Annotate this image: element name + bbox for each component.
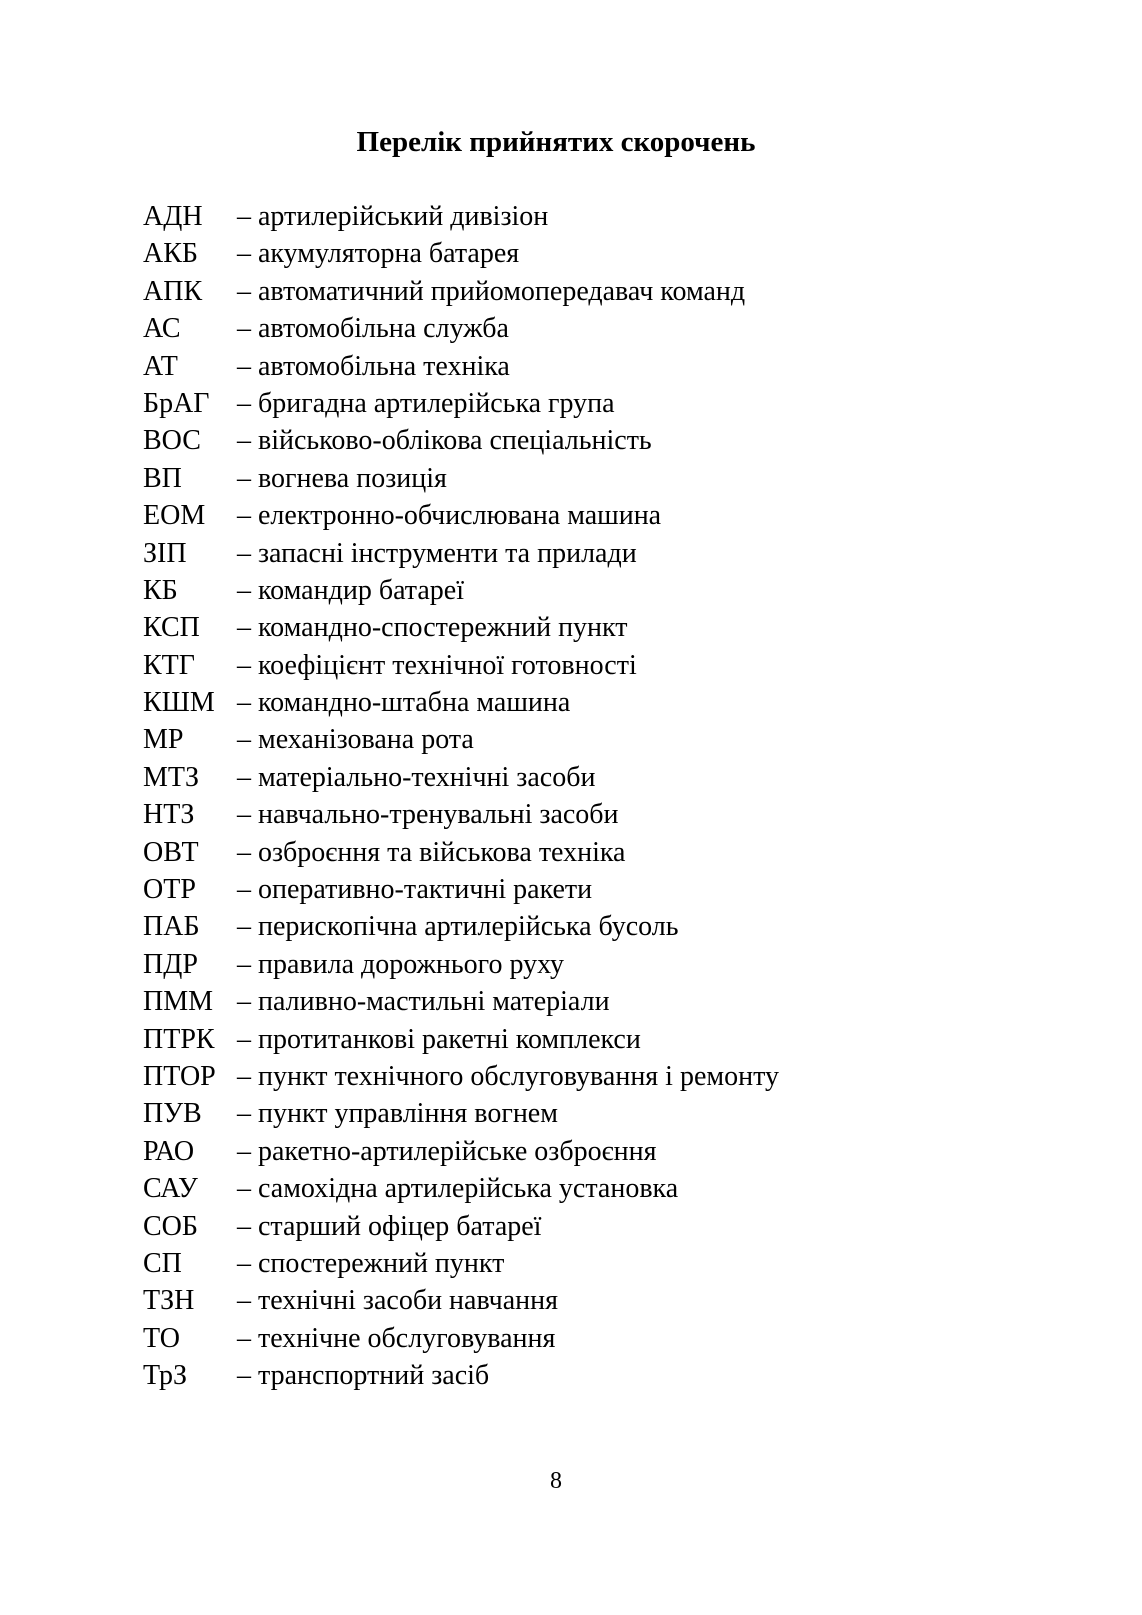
- definition: – навчально-тренувальні засоби: [237, 799, 619, 831]
- abbreviation: ЗІП: [143, 537, 187, 569]
- definition: – запасні інструменти та прилади: [237, 537, 637, 569]
- definition: – протитанкові ракетні комплекси: [237, 1023, 641, 1055]
- definition: – електронно-обчислювана машина: [237, 500, 662, 532]
- definition: – правила дорожнього руху: [237, 948, 565, 980]
- abbreviation: КСП: [143, 612, 200, 644]
- abbreviation: ТЗН: [143, 1285, 195, 1317]
- definition: – військово-облікова спеціальність: [237, 425, 652, 457]
- abbreviation: АС: [143, 313, 181, 345]
- definition: – матеріально-технічні засоби: [237, 761, 596, 793]
- definition: – пункт технічного обслуговування і ремонту: [237, 1060, 779, 1092]
- definition: – пункт управління вогнем: [237, 1098, 558, 1130]
- definition: – перископічна артилерійська бусоль: [237, 911, 679, 943]
- abbreviation: ОВТ: [143, 836, 199, 868]
- abbreviation: СП: [143, 1247, 182, 1279]
- abbreviation: АДН: [143, 201, 203, 232]
- definition: – коефіцієнт технічної готовності: [237, 649, 637, 681]
- abbreviation: ПММ: [143, 986, 214, 1018]
- abbreviation: ЕОМ: [143, 500, 206, 532]
- abbreviation: АКБ: [143, 238, 198, 270]
- definition: – технічні засоби навчання: [237, 1285, 558, 1317]
- abbreviation: КШМ: [143, 687, 215, 719]
- page-title: Перелік прийнятих скорочень: [356, 126, 756, 158]
- definition: – самохідна артилерійська установка: [237, 1173, 679, 1205]
- abbreviation: БрАГ: [143, 387, 210, 419]
- page-number: 8: [550, 1468, 562, 1494]
- definition: – бригадна артилерійська група: [237, 387, 615, 419]
- definition: – автомобільна служба: [237, 313, 509, 345]
- definition: – вогнева позиція: [237, 462, 447, 494]
- definition: – оперативно-тактичні ракети: [237, 874, 593, 906]
- abbreviation: НТЗ: [143, 799, 195, 831]
- definition: – акумуляторна батарея: [237, 238, 520, 270]
- definition: – транспортний засіб: [237, 1360, 490, 1392]
- abbreviation: КБ: [143, 574, 178, 606]
- definition: – артилерійський дивізіон: [237, 201, 549, 232]
- definition: – паливно-мастильні матеріали: [237, 986, 610, 1018]
- definition: – автомобільна техніка: [237, 350, 510, 382]
- abbreviation: ПДР: [143, 948, 198, 980]
- abbreviation: ПТОР: [143, 1060, 216, 1092]
- abbreviation: ВП: [143, 462, 182, 494]
- abbreviation: РАО: [143, 1135, 195, 1167]
- definition: – механізована рота: [237, 724, 474, 756]
- abbreviation: ПАБ: [143, 911, 200, 943]
- abbreviation: ВОС: [143, 425, 201, 457]
- abbreviation: АТ: [143, 350, 178, 382]
- definition: – спостережний пункт: [237, 1247, 505, 1279]
- definition: – старший офіцер батареї: [237, 1210, 542, 1242]
- abbreviation: СОБ: [143, 1210, 198, 1242]
- definition: – командно-штабна машина: [237, 687, 571, 719]
- abbreviation: АПК: [143, 275, 203, 307]
- abbreviation: ПТРК: [143, 1023, 215, 1055]
- abbreviation: САУ: [143, 1173, 198, 1205]
- definition: – технічне обслуговування: [237, 1322, 556, 1354]
- definition: – озброєння та військова техніка: [237, 836, 626, 868]
- definition: – автоматичний прийомопередавач команд: [237, 275, 746, 307]
- definition: – ракетно-артилерійське озброєння: [237, 1135, 657, 1167]
- abbreviation: ТрЗ: [143, 1360, 188, 1392]
- definition: – командно-спостережний пункт: [237, 612, 628, 644]
- abbreviation: ПУВ: [143, 1098, 202, 1130]
- abbreviation: ОТР: [143, 874, 196, 906]
- definition: – командир батареї: [237, 574, 464, 606]
- abbreviation: МТЗ: [143, 761, 200, 793]
- abbreviation: МР: [143, 724, 184, 756]
- abbreviation: ТО: [143, 1322, 180, 1354]
- abbreviation: КТГ: [143, 649, 195, 681]
